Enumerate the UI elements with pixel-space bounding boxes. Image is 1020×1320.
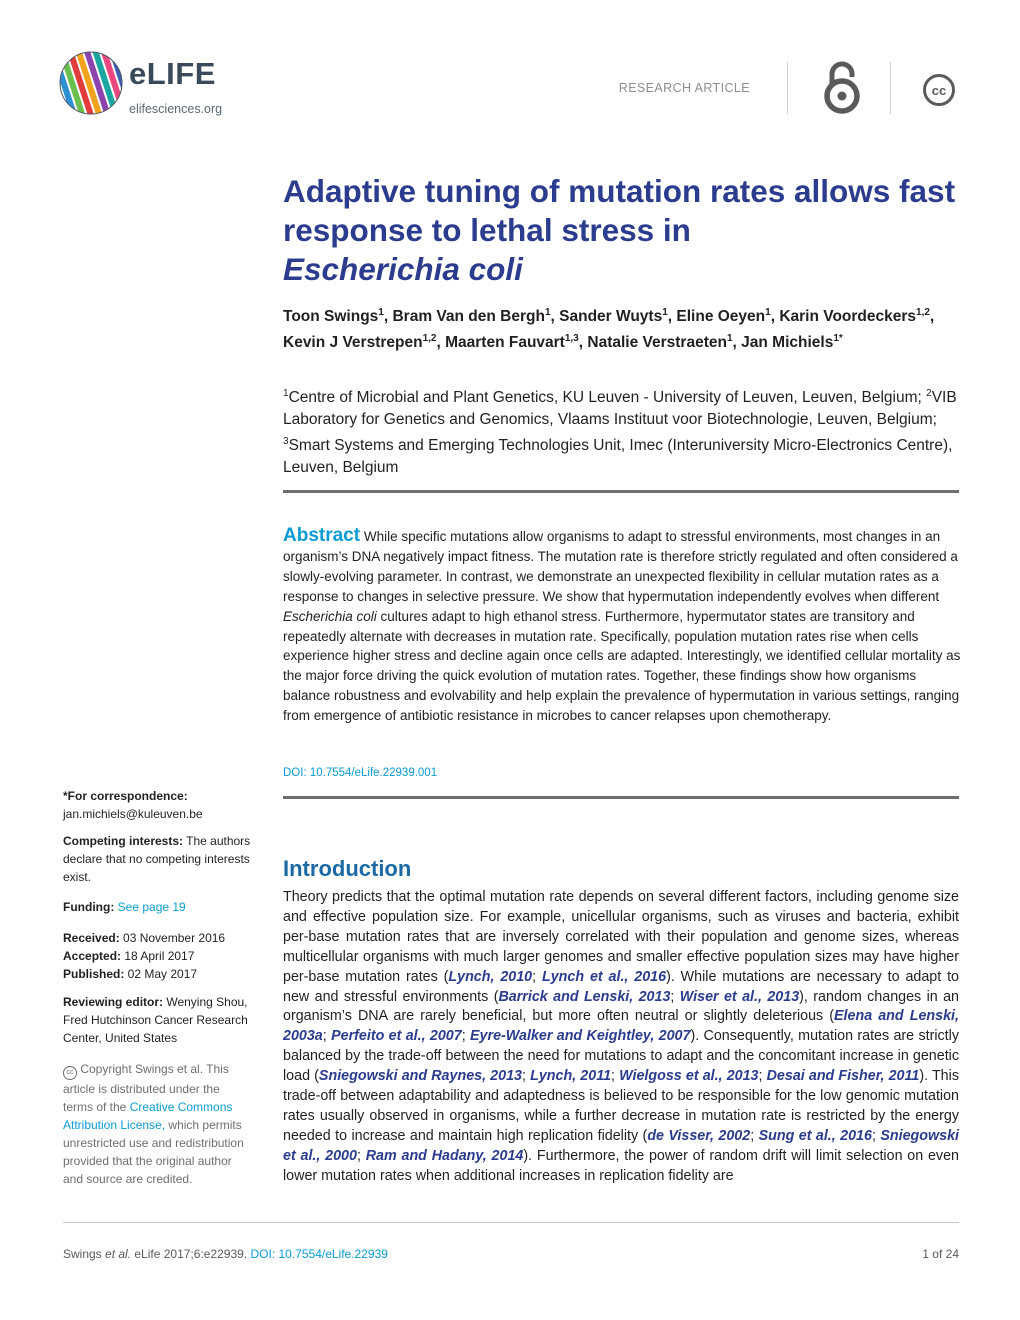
copyright: cc Copyright Swings et al. This article is distributed under the terms of the Creative Commons Attribution License, which permits unrestricted use and redistribution provided that the original author and source are credited. [63, 1062, 244, 1186]
body-text: ). While mutations are necessary to adapt to new and stressful environments ( [283, 968, 960, 1005]
author[interactable]: Maarten Fauvart$^{1,3}$ [445, 333, 579, 352]
body-text: ; [532, 968, 542, 985]
affiliation: Smart Systems and Emerging Technologies Unit, Imec (Interuniversity Micro-Electronics Centre), Leuven, Belgium [283, 437, 953, 477]
citation-link[interactable]: Sniegowski et al., 2000 [283, 1127, 960, 1164]
creative-commons-icon [922, 73, 956, 107]
author-list: Toon Swings$^1$, Bram Van den Bergh$^1$, Sander Wuyts$^1$, Eline Oeyen$^1$, Karin Voordeckers$^{1,2}$, Kevin J Verstrepen$^{1,2}$, Maarten Fauvart$^{1,3}$, Natalie Verstraeten$^1$, Jan Michiels$^{1*}$ [283, 307, 935, 352]
body-text: ). Consequently, mutation rates are strictly balanced by the trade-off between the need for mutations to adapt and the concomitant increase in genetic load ( [283, 1028, 959, 1085]
body-text: ; [522, 1068, 531, 1085]
copyright-icon: cc [63, 1066, 77, 1080]
citation-link[interactable]: Desai and Fisher, 2011 [766, 1068, 920, 1085]
body-text: ), random changes in an organism’s DNA are rarely beneficial, but more often neutral or slightly deleterious ( [283, 988, 960, 1025]
citation-link[interactable]: Wiser et al., 2013 [679, 988, 800, 1005]
elife-logo-icon [58, 50, 124, 116]
citation-link[interactable]: Eyre-Walker and Keightley, 2007 [470, 1028, 691, 1045]
header-divider [890, 62, 891, 114]
body-text: ; [758, 1068, 767, 1085]
footer-divider [63, 1222, 959, 1223]
body-text: ; [322, 1028, 332, 1045]
abstract-heading: Abstract [283, 525, 361, 546]
svg-text:cc: cc [931, 83, 947, 98]
correspondence: *For correspondence: jan.michiels@kuleuven.be [63, 789, 203, 821]
body-text: ; [611, 1068, 620, 1085]
dates: Received: 03 November 2016 Accepted: 18 April 2017 Published: 02 May 2017 [63, 931, 226, 981]
citation-link[interactable]: Elena and Lenski, 2003a [283, 1008, 959, 1045]
footer-doi-link[interactable]: DOI: 10.7554/eLife.22939 [247, 1247, 388, 1261]
body-text: ; [750, 1127, 759, 1144]
body-text: ; [871, 1127, 881, 1144]
abstract-doi-link[interactable]: DOI: 10.7554/eLife.22939.001 [283, 767, 438, 779]
body-text: ; [356, 1147, 366, 1164]
citation-link[interactable]: Perfeito et al., 2007 [331, 1028, 462, 1045]
competing-interests: Competing interests: The authors declare that no competing interests exist. [63, 834, 251, 884]
author[interactable]: Karin Voordeckers$^{1,2}$ [779, 307, 930, 326]
article-type: RESEARCH ARTICLE [618, 81, 750, 95]
citation-link[interactable]: Lynch, 2011 [530, 1068, 612, 1085]
accepted-date: 18 April 2017 [121, 949, 195, 963]
title-species: Escherichia coli [283, 251, 523, 287]
author[interactable]: Jan Michiels$^{1*}$ [741, 333, 843, 352]
body-text: Theory predicts that the optimal mutation rate depends on several different factors, including genome size and effective population size. For example, unicellular organisms, such as viruses and bacteria, exhibit per-base mutation rates that are inversely correlated with their population and genome sizes, whereas multicellular organisms with much larger genomes and smaller effective population sizes may have higher per-base mutation rates ( [283, 889, 959, 985]
affiliation: Centre of Microbial and Plant Genetics, KU Leuven - University of Leuven, Leuven, Belgium; [288, 389, 927, 407]
open-access-icon [822, 60, 862, 116]
body-text: ; [670, 988, 680, 1005]
citation-link[interactable]: Sung et al., 2016 [758, 1127, 872, 1144]
introduction-heading: Introduction [283, 856, 412, 881]
article-title [283, 172, 973, 289]
body-text: ; [461, 1028, 471, 1045]
correspondence-email[interactable]: jan.michiels@kuleuven.be [63, 807, 203, 821]
citation-link[interactable]: Ram and Hadany, 2014 [365, 1147, 524, 1164]
header-divider [787, 62, 788, 114]
section-divider [283, 796, 959, 799]
body-text: ). Furthermore, the power of random drift will limit selection on even lower mutation rates when additional increases in replication fidelity are [283, 1147, 959, 1184]
logo-url[interactable]: elifesciences.org [129, 102, 223, 116]
funding-link[interactable]: See page 19 [117, 900, 186, 914]
logo-text: eLIFE [129, 56, 216, 91]
citation-link[interactable]: Sniegowski and Raynes, 2013 [318, 1068, 522, 1085]
footer-citation: Swings et al. eLife 2017;6:e22939. DOI: 10.7554/eLife.22939 [63, 1247, 388, 1261]
affiliation: VIB Laboratory for Genetics and Genomics, Vlaams Instituut voor Biotechnologie, Leuven, Belgium; [283, 389, 957, 429]
author[interactable]: Natalie Verstraeten$^1$ [587, 333, 733, 352]
citation-link[interactable]: Barrick and Lenski, 2013 [498, 988, 671, 1005]
introduction-body [283, 888, 959, 1187]
author[interactable]: Eline Oeyen$^1$ [676, 307, 771, 326]
abstract: Abstract While specific mutations allow organisms to adapt to stressful environments, most changes in an organism’s DNA negatively impact fitness. The mutation rate is therefore strictly regulated and often considered a slowly-evolving parameter. In contrast, we demonstrate an unexpected flexibility in cellular mutation rates as a response to changes in selective pressure. We show that hypermutation independently evolves when different Escherichia coli cultures adapt to high ethanol stress. Furthermore, hypermutator states are transitory and repeatedly alternate with decreases in mutation rate. Specifically, population mutation rates rise when cells experience higher stress and decline again once cells are adapted. Interestingly, we identified cellular mortality as the major force driving the quick evolution of mutation rates. Together, these findings show how organisms balance robustness and evolvability and help explain the prevalence of hypermutation in various settings, ranging from emergence of antibiotic resistance in microbes to cancer relapses upon chemotherapy. [283, 525, 961, 724]
citation-link[interactable]: Wielgoss et al., 2013 [619, 1068, 759, 1085]
page-number: 1 of 24 [922, 1247, 959, 1261]
published-date: 02 May 2017 [124, 967, 198, 981]
citation-link[interactable]: Lynch et al., 2016 [541, 968, 667, 985]
funding: Funding: See page 19 [63, 900, 186, 914]
author[interactable]: Sander Wuyts$^1$ [559, 307, 668, 326]
license-link[interactable]: Creative Commons Attribution License, [63, 1100, 233, 1132]
affiliations: $^1$Centre of Microbial and Plant Genetics, KU Leuven - University of Leuven, Leuven, Belgium; $^2$VIB Laboratory for Genetics and Genomics, Vlaams Instituut voor Biotechnologie, Leuven, Belgium; $^3$Smart Systems and Emerging Technologies Unit, Imec (Interuniversity Micro-Electronics Centre), Leuven, Belgium [283, 388, 957, 477]
citation-link[interactable]: de Visser, 2002 [647, 1127, 751, 1144]
author[interactable]: Kevin J Verstrepen$^{1,2}$ [283, 333, 437, 352]
reviewing-editor: Reviewing editor: Wenying Shou, Fred Hutchinson Cancer Research Center, United States [63, 995, 248, 1045]
received-date: 03 November 2016 [119, 931, 226, 945]
section-divider [283, 490, 959, 493]
title-main: Adaptive tuning of mutation rates allows fast response to lethal stress in [283, 173, 956, 248]
citation-link[interactable]: Lynch, 2010 [448, 968, 533, 985]
author[interactable]: Bram Van den Bergh$^1$ [392, 307, 551, 326]
author[interactable]: Toon Swings$^1$ [283, 307, 384, 326]
body-text: ). This trade-off between adaptability and adaptedness is believed to be responsible for the low genomic mutation rates usually observed in organisms, while a further decrease in mutation rate is restricted by the energy needed to increase and maintain high replication fidelity ( [283, 1068, 959, 1144]
